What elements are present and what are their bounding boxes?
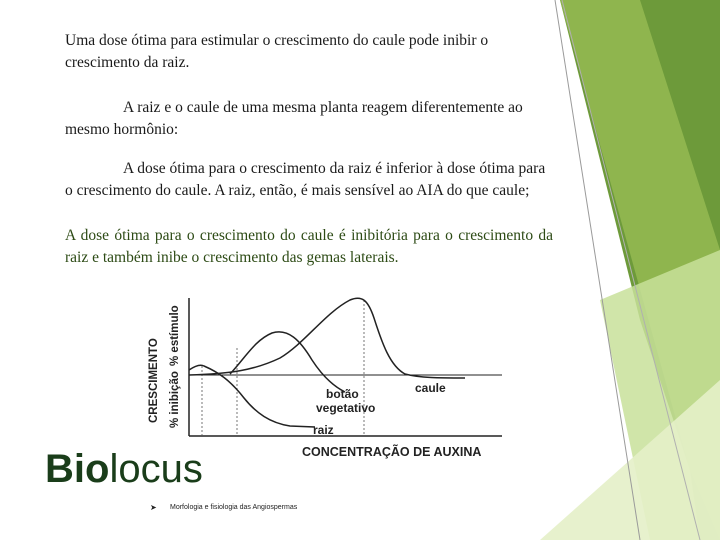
logo-part-locus: locus xyxy=(109,447,203,491)
logo-part-bio: Bio xyxy=(45,447,110,491)
y-label-inibicao: % inibição xyxy=(169,371,181,428)
label-botao-line2: vegetativo xyxy=(316,401,376,415)
paragraph-2-text: A raiz e o caule de uma mesma planta reagem diferentemente ao mesmo hormônio: xyxy=(65,99,523,138)
paragraph-3 xyxy=(65,158,553,202)
biolocus-logo xyxy=(45,445,203,493)
curve-botao xyxy=(230,332,345,392)
arrow-bullet-icon: ➤ xyxy=(150,503,157,512)
paragraph-1 xyxy=(65,30,553,74)
label-raiz: raiz xyxy=(313,423,334,437)
curve-caule xyxy=(189,298,465,378)
paragraph-1-text: Uma dose ótima para estimular o crescimento do caule pode inibir o crescimento da raiz. xyxy=(65,32,489,71)
y-label-estimulo: % estímulo xyxy=(169,305,181,366)
x-axis-label: CONCENTRAÇÃO DE AUXINA xyxy=(302,445,482,459)
y-label-crescimento: CRESCIMENTO xyxy=(148,338,160,423)
paragraph-4-text: A dose ótima para o crescimento do caule é inibitória para o crescimento da raiz e também inibe o crescimento das gemas laterais. xyxy=(65,227,553,266)
paragraph-2 xyxy=(65,97,553,141)
auxin-response-chart xyxy=(140,288,510,463)
footer-text: Morfologia e fisiologia das Angiospermas xyxy=(170,504,298,511)
label-botao-line1: botão xyxy=(326,387,359,401)
paragraph-3-text: A dose ótima para o crescimento da raiz é inferior à dose ótima para o crescimento do caule. A raiz, então, é mais sensível ao AIA do que caule; xyxy=(65,160,546,199)
paragraph-4 xyxy=(65,225,553,269)
label-caule: caule xyxy=(415,381,446,395)
